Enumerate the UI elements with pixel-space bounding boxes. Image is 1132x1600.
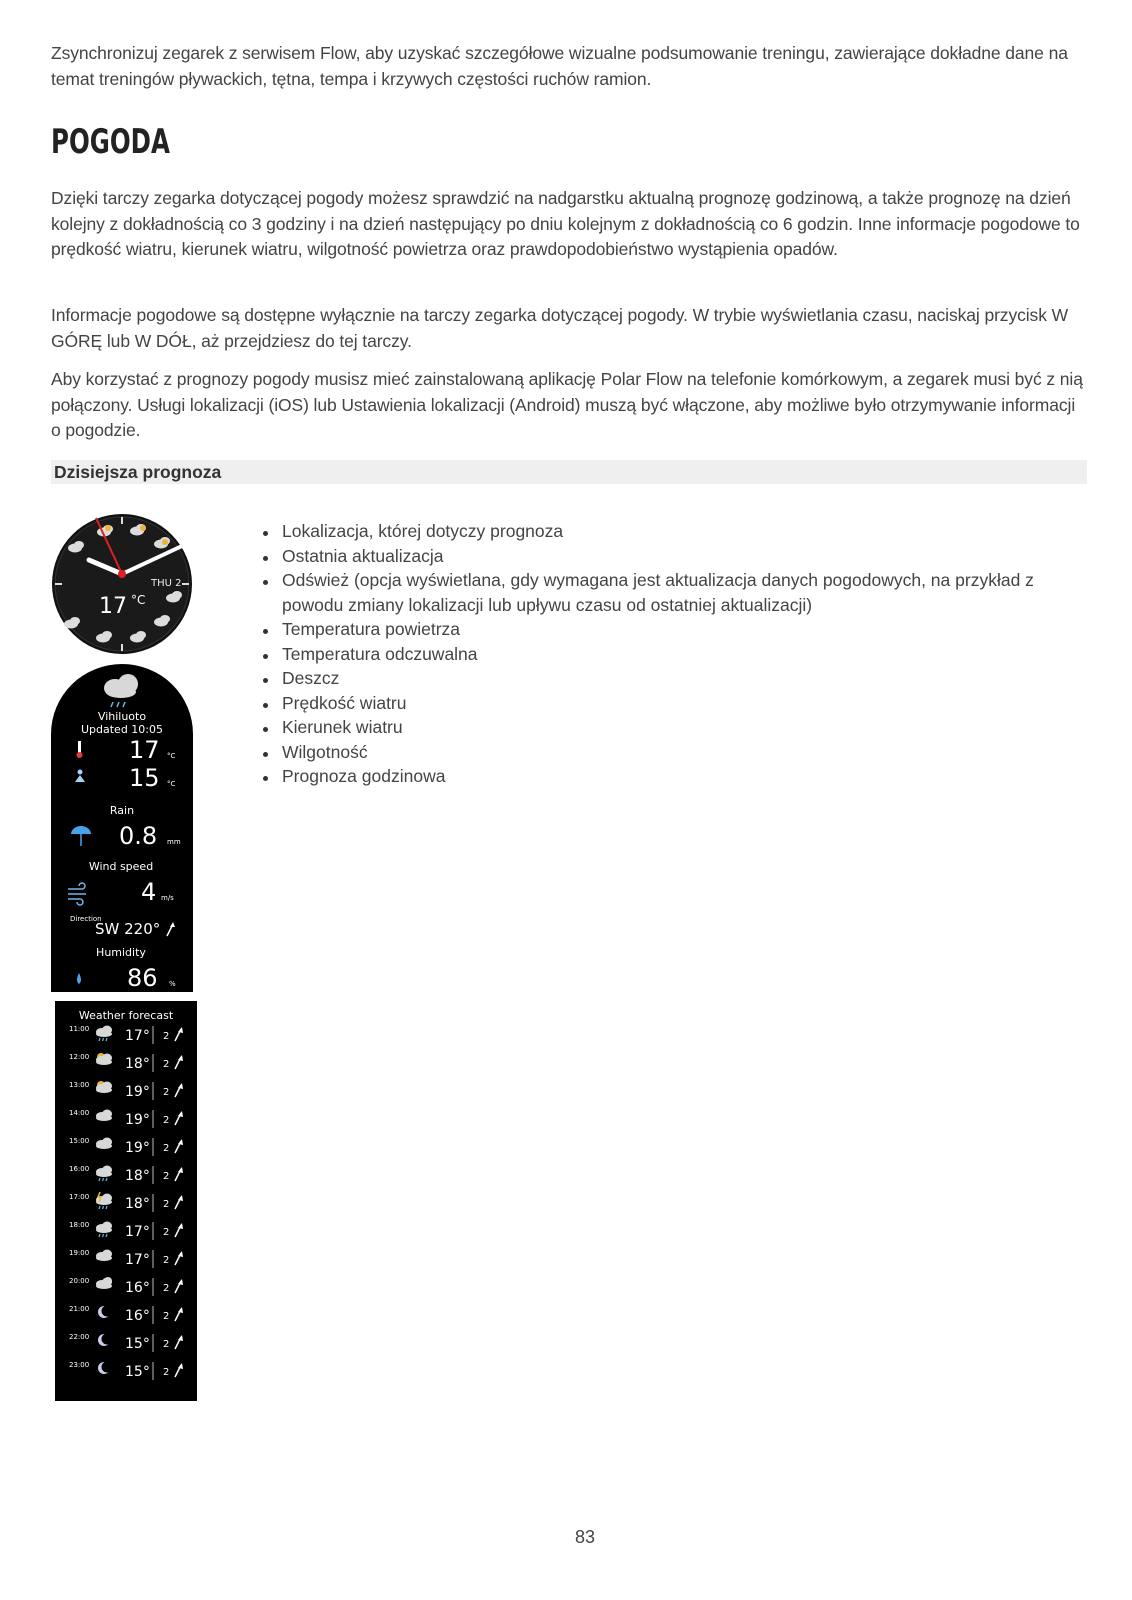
intro-paragraph: Zsynchronizuj zegarek z serwisem Flow, aby uzyskać szczegółowe wizualne podsumowanie treningu, zawierające dokładne dane na temat treningów pływackich, tętna, tempa i krzywych częstości ruchów ramion. [51, 43, 1068, 89]
forecast-time: 14:00 [69, 1109, 90, 1117]
forecast-time: 12:00 [69, 1053, 90, 1061]
forecast-time: 16:00 [69, 1165, 90, 1173]
forecast-wind-speed: 2 [163, 1059, 170, 1070]
paragraph-weather-access: Informacje pogodowe są dostępne wyłącznie na tarczy zegarka dotyczącej pogody. W trybie wyświetlania czasu, naciskaj przycisk W GÓRĘ lub W DÓŁ, aż przejdziesz do tej tarczy. [51, 305, 1069, 351]
forecast-temperature: 16° [125, 1280, 150, 1296]
forecast-wind-speed: 2 [163, 1143, 170, 1154]
forecast-temperature: 18° [125, 1168, 150, 1184]
humidity-label: Humidity [96, 946, 146, 959]
watch-temperature-unit: °C [131, 593, 146, 607]
forecast-wind-speed: 2 [163, 1283, 170, 1294]
forecast-time: 18:00 [69, 1221, 90, 1229]
forecast-wind-speed: 2 [163, 1171, 170, 1182]
forecast-wind-speed: 2 [163, 1031, 170, 1042]
direction-label: Direction [70, 915, 102, 923]
forecast-temperature: 17° [125, 1028, 150, 1044]
forecast-temperature: 17° [125, 1224, 150, 1240]
list-item: Odśwież (opcja wyświetlana, gdy wymagana jest aktualizacja danych pogodowych, na przykład z powodu zmiany lokalizacji lub upływu czasu od ostatniej aktualizacji) [259, 568, 1079, 617]
list-item: Wilgotność [259, 740, 1079, 765]
partly-sunny-icon [96, 1081, 112, 1093]
list-item: Deszcz [259, 666, 1079, 691]
updated-time: Updated 10:05 [80, 723, 164, 736]
watch-temperature: 17 [99, 594, 127, 619]
forecast-wind-speed: 2 [163, 1115, 170, 1126]
forecast-time: 17:00 [69, 1193, 90, 1201]
forecast-wind-speed: 2 [163, 1311, 170, 1322]
forecast-temperature: 19° [125, 1140, 150, 1156]
feature-list [259, 519, 1079, 789]
forecast-time: 21:00 [69, 1305, 90, 1313]
forecast-time: 19:00 [69, 1249, 90, 1257]
forecast-temperature: 16° [125, 1308, 150, 1324]
list-item: Prognoza godzinowa [259, 764, 1079, 789]
partly-sunny-icon [96, 1053, 112, 1065]
forecast-wind-speed: 2 [163, 1199, 170, 1210]
forecast-wind-speed: 2 [163, 1339, 170, 1350]
forecast-temperature: 19° [125, 1112, 150, 1128]
wind-speed-value: 4 [141, 878, 157, 906]
paragraph-weather-requirements: Aby korzystać z prognozy pogody musisz mieć zainstalowaną aplikację Polar Flow na telefonie komórkowym, a zegarek musi być z nią połączony. Usługi lokalizacji (iOS) lub Ustawienia lokalizacji (Android) muszą być włączone, aby możliwe było otrzymywanie informacji o pogodzie. [51, 369, 1083, 440]
forecast-temperature: 15° [125, 1364, 150, 1380]
location-name: Vihiluoto [97, 710, 147, 723]
list-item: Temperatura odczuwalna [259, 642, 1079, 667]
feels-like-value: 15 [129, 764, 160, 792]
temperature-unit: °C [167, 752, 176, 760]
forecast-temperature: 18° [125, 1056, 150, 1072]
forecast-time: 22:00 [69, 1333, 90, 1341]
forecast-time: 13:00 [69, 1081, 90, 1089]
forecast-time: 11:00 [69, 1025, 90, 1033]
forecast-temperature: 18° [125, 1196, 150, 1212]
forecast-time: 20:00 [69, 1277, 90, 1285]
list-item: Ostatnia aktualizacja [259, 544, 1079, 569]
list-item: Prędkość wiatru [259, 691, 1079, 716]
subsection-title: Dzisiejsza prognoza [54, 462, 222, 482]
weather-forecast-image [55, 1001, 197, 1401]
page-number: 83 [574, 1527, 596, 1547]
forecast-time: 15:00 [69, 1137, 90, 1145]
weather-detail-image [51, 664, 193, 992]
rain-label: Rain [109, 804, 135, 817]
thermometer-icon [78, 741, 81, 753]
forecast-wind-speed: 2 [163, 1227, 170, 1238]
forecast-temperature: 19° [125, 1084, 150, 1100]
wind-speed-label: Wind speed [88, 860, 154, 873]
humidity-value: 86 [127, 964, 158, 992]
watch-date: THU 2 [151, 578, 182, 589]
forecast-temperature: 15° [125, 1336, 150, 1352]
wind-speed-unit: m/s [161, 894, 174, 902]
list-item: Kierunek wiatru [259, 715, 1079, 740]
forecast-time: 23:00 [69, 1361, 90, 1369]
humidity-unit: % [169, 980, 176, 988]
forecast-wind-speed: 2 [163, 1087, 170, 1098]
watch-face-image [51, 512, 193, 656]
forecast-wind-speed: 2 [163, 1367, 170, 1378]
subsection-header [51, 460, 1087, 484]
rain-value: 0.8 [119, 822, 158, 850]
feels-like-unit: °C [167, 780, 176, 788]
forecast-title: Weather forecast [78, 1009, 174, 1022]
list-item: Lokalizacja, której dotyczy prognoza [259, 519, 1079, 544]
temperature-value: 17 [129, 736, 160, 764]
list-item: Temperatura powietrza [259, 617, 1079, 642]
paragraph-weather-overview: Dzięki tarczy zegarka dotyczącej pogody możesz sprawdzić na nadgarstku aktualną prognozę godzinową, a także prognozę na dzień kolejny z dokładnością co 3 godziny i na dzień następujący po dniu kolejnym z dokładnością co 6 godzin. Inne informacje pogodowe to prędkość wiatru, kierunek wiatru, wilgotność powietrza oraz prawdopodobieństwo wystąpienia opadów. [51, 188, 1080, 259]
forecast-temperature: 17° [125, 1252, 150, 1268]
wind-direction-value: SW 220° [95, 920, 161, 938]
section-heading: POGODA [51, 122, 170, 162]
forecast-wind-speed: 2 [163, 1255, 170, 1266]
rain-unit: mm [167, 838, 181, 846]
